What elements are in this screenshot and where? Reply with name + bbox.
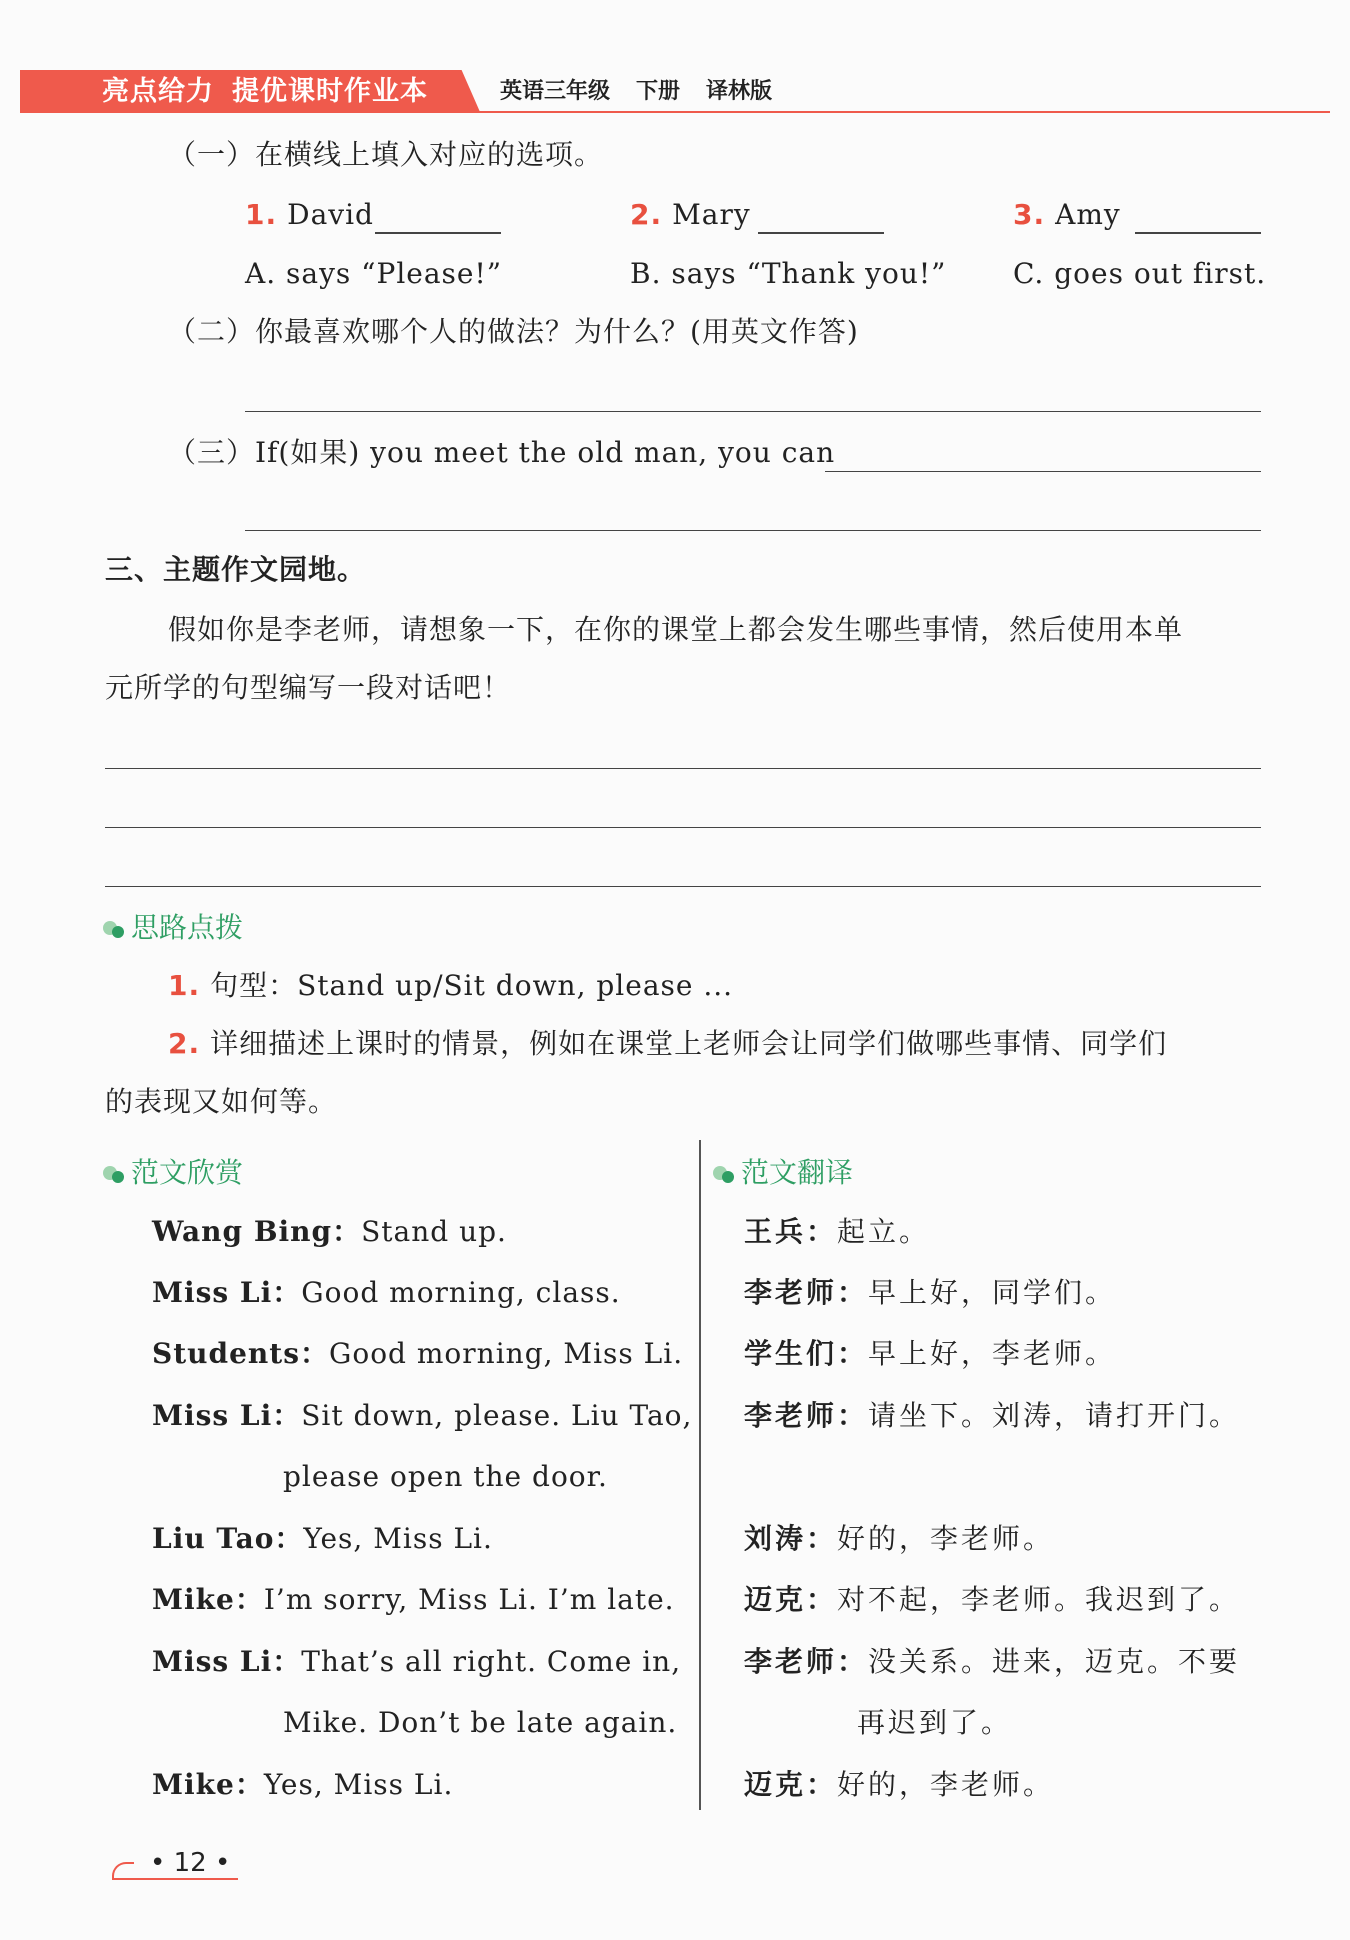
translation-line xyxy=(744,1644,1240,1680)
utterance: Yes, Miss Li. xyxy=(263,1768,454,1801)
translation-line xyxy=(744,1582,1240,1618)
utterance: 起立。 xyxy=(837,1215,931,1248)
part1-item-1 xyxy=(245,197,374,233)
option-b: B. says “Thank you!” xyxy=(630,257,947,290)
part2-instruction: （二）你最喜欢哪个人的做法？为什么？(用英文作答) xyxy=(168,315,859,348)
hint-text: 句型：Stand up/Sit down, please ... xyxy=(210,969,734,1002)
translation-line xyxy=(744,1336,1116,1372)
utterance: 再迟到了。 xyxy=(857,1706,1013,1739)
utterance: 好的，李老师。 xyxy=(837,1768,1055,1801)
model-line xyxy=(152,1767,453,1803)
option-a: A. says “Please!” xyxy=(245,257,503,290)
part2-answer-line[interactable] xyxy=(245,411,1261,412)
utterance: Good morning, class. xyxy=(301,1276,621,1309)
utterance: Sit down, please. Liu Tao, xyxy=(301,1399,693,1432)
utterance: 请坐下。刘涛，请打开门。 xyxy=(868,1399,1241,1432)
essay-line-2[interactable] xyxy=(105,827,1261,828)
hints-title: 思路点拨 xyxy=(131,911,244,944)
speaker: 李老师： xyxy=(744,1645,869,1678)
model-line xyxy=(152,1582,675,1618)
option-c: C. goes out first. xyxy=(1013,257,1267,290)
essay-line-1[interactable] xyxy=(105,768,1261,769)
model-line xyxy=(152,1644,681,1680)
speaker: Mike： xyxy=(152,1583,264,1616)
leaf-bullet-icon xyxy=(103,919,129,939)
column-divider xyxy=(699,1140,701,1810)
part3-answer-line-1[interactable] xyxy=(825,471,1261,472)
utterance: Good morning, Miss Li. xyxy=(328,1337,684,1370)
speaker: Mike： xyxy=(152,1768,264,1801)
utterance: please open the door. xyxy=(283,1460,608,1493)
part1-item-3 xyxy=(1013,197,1121,233)
book-subject: 英语三年级 xyxy=(500,79,611,104)
translation-line xyxy=(744,1521,1054,1557)
speaker: Students： xyxy=(152,1337,329,1370)
model-line-continued xyxy=(283,1459,608,1495)
brand-series: 提优课时作业本 xyxy=(232,76,428,107)
item-name: Amy xyxy=(1055,198,1121,231)
item-number: 1. xyxy=(245,198,278,231)
hint-item-2-continued: 的表现又如何等。 xyxy=(105,1085,338,1118)
part1-instruction: （一）在横线上填入对应的选项。 xyxy=(168,138,604,171)
hint-number: 1. xyxy=(168,969,201,1002)
item-name: Mary xyxy=(672,198,751,231)
translation-line-continued xyxy=(857,1705,1012,1741)
utterance: Stand up. xyxy=(361,1215,507,1248)
utterance: 没关系。进来，迈克。不要 xyxy=(868,1645,1241,1678)
item-number: 3. xyxy=(1013,198,1046,231)
utterance: Mike. Don’t be late again. xyxy=(283,1706,678,1739)
speaker: Liu Tao： xyxy=(152,1522,304,1555)
utterance: That’s all right. Come in, xyxy=(301,1645,682,1678)
translation-line xyxy=(744,1214,930,1250)
translation-title: 范文翻译 xyxy=(741,1156,854,1189)
brand-name: 亮点给力 xyxy=(102,76,214,107)
hint-item-2 xyxy=(168,1026,1167,1062)
model-heading xyxy=(103,1155,243,1191)
hints-heading xyxy=(103,910,243,946)
part3-answer-line-2[interactable] xyxy=(245,530,1261,531)
leaf-bullet-icon xyxy=(103,1164,129,1184)
answer-blank-2[interactable] xyxy=(758,232,884,234)
answer-blank-1[interactable] xyxy=(375,232,501,234)
translation-heading xyxy=(713,1155,853,1191)
utterance: 早上好，同学们。 xyxy=(868,1276,1117,1309)
page-number: • 12 • xyxy=(150,1848,231,1878)
utterance: I’m sorry, Miss Li. I’m late. xyxy=(263,1583,675,1616)
hint-number: 2. xyxy=(168,1027,201,1060)
header-rule xyxy=(20,111,1330,113)
speaker: 迈克： xyxy=(744,1768,838,1801)
speaker: 学生们： xyxy=(744,1337,869,1370)
essay-line-3[interactable] xyxy=(105,886,1261,887)
translation-line xyxy=(744,1275,1116,1311)
hint-text: 详细描述上课时的情景，例如在课堂上老师会让同学们做哪些事情、同学们 xyxy=(210,1027,1168,1060)
header-brand xyxy=(102,75,446,109)
speaker: Miss Li： xyxy=(152,1276,302,1309)
speaker: 李老师： xyxy=(744,1399,869,1432)
model-title: 范文欣赏 xyxy=(131,1156,244,1189)
hint-item-1 xyxy=(168,968,733,1004)
utterance: 好的，李老师。 xyxy=(837,1522,1055,1555)
essay-prompt-line-1: 假如你是李老师，请想象一下，在你的课堂上都会发生哪些事情，然后使用本单 xyxy=(168,613,1184,646)
book-volume: 下册 xyxy=(636,79,681,104)
speaker: Wang Bing： xyxy=(152,1215,362,1248)
model-line xyxy=(152,1214,507,1250)
model-line xyxy=(152,1336,683,1372)
model-line xyxy=(152,1521,493,1557)
section-title: 三、主题作文园地。 xyxy=(105,553,367,586)
translation-line xyxy=(744,1767,1054,1803)
model-line xyxy=(152,1398,692,1434)
item-number: 2. xyxy=(630,198,663,231)
speaker: Miss Li： xyxy=(152,1645,302,1678)
speaker: Miss Li： xyxy=(152,1399,302,1432)
speaker: 李老师： xyxy=(744,1276,869,1309)
speaker: 王兵： xyxy=(744,1215,838,1248)
answer-blank-3[interactable] xyxy=(1135,232,1261,234)
utterance: 早上好，李老师。 xyxy=(868,1337,1117,1370)
speaker: 迈克： xyxy=(744,1583,838,1616)
part1-item-2 xyxy=(630,197,751,233)
utterance: Yes, Miss Li. xyxy=(303,1522,493,1555)
model-line xyxy=(152,1275,621,1311)
leaf-bullet-icon xyxy=(713,1164,739,1184)
utterance: 对不起，李老师。我迟到了。 xyxy=(837,1583,1241,1616)
header-book-info xyxy=(500,75,798,109)
speaker: 刘涛： xyxy=(744,1522,838,1555)
item-name: David xyxy=(287,198,374,231)
translation-line xyxy=(744,1398,1240,1434)
model-line-continued xyxy=(283,1705,677,1741)
part3-instruction: （三）If(如果) you meet the old man, you can xyxy=(168,436,836,469)
essay-prompt-line-2: 元所学的句型编写一段对话吧！ xyxy=(105,671,512,704)
book-edition: 译林版 xyxy=(706,79,773,104)
